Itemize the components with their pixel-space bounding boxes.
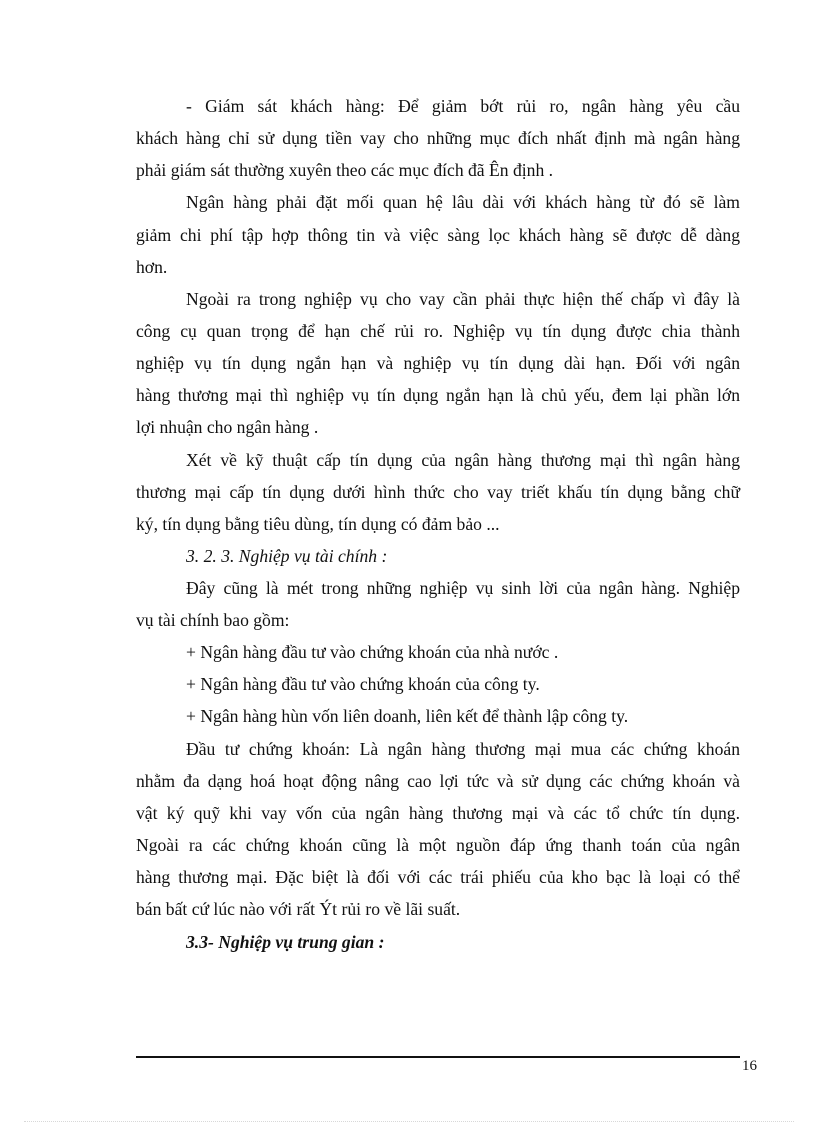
section-heading: 3.3- Nghiệp vụ trung gian : xyxy=(186,932,385,952)
text-line: phải giám sát thường xuyên theo các mục đích đã Ên định . xyxy=(136,160,554,180)
page-edge-divider xyxy=(24,1121,794,1122)
text-line: - Giám sát khách hàng: Để giảm bớt rủi ro, ngân hàng yêu cầu xyxy=(186,96,740,116)
page-number: 16 xyxy=(742,1058,757,1074)
text-line: vụ tài chính bao gồm: xyxy=(136,610,290,630)
text-line: Ngân hàng phải đặt mối quan hệ lâu dài với khách hàng từ đó sẽ làm xyxy=(186,192,740,212)
list-item: + Ngân hàng đầu tư vào chứng khoán của công ty. xyxy=(186,674,540,694)
text-line: Ngoài ra trong nghiệp vụ cho vay cần phải thực hiện thế chấp vì đây là xyxy=(186,289,740,309)
text-line: hàng thương mại. Đặc biệt là đối với các trái phiếu của kho bạc là loại có thể xyxy=(136,867,740,887)
text-line: hơn. xyxy=(136,257,168,277)
text-line: công cụ quan trọng để hạn chế rủi ro. Nghiệp vụ tín dụng được chia thành xyxy=(136,321,740,341)
text-line: Đầu tư chứng khoán: Là ngân hàng thương mại mua các chứng khoán xyxy=(186,739,740,759)
text-line: lợi nhuận cho ngân hàng . xyxy=(136,417,319,437)
text-line: Đây cũng là mét trong những nghiệp vụ sinh lời của ngân hàng. Nghiệp xyxy=(186,578,740,598)
text-line: nhằm đa dạng hoá hoạt động nâng cao lợi tức và sử dụng các chứng khoán và xyxy=(136,771,740,791)
text-line: Ngoài ra các chứng khoán cũng là một nguồn đáp ứng thanh toán của ngân xyxy=(136,835,740,855)
list-item: + Ngân hàng đầu tư vào chứng khoán của nhà nước . xyxy=(186,642,559,662)
list-item: + Ngân hàng hùn vốn liên doanh, liên kết để thành lập công ty. xyxy=(186,706,629,726)
footer-rule xyxy=(136,1056,740,1058)
text-line: nghiệp vụ tín dụng ngắn hạn và nghiệp vụ tín dụng dài hạn. Đối với ngân xyxy=(136,353,740,373)
text-line: ký, tín dụng bằng tiêu dùng, tín dụng có đảm bảo ... xyxy=(136,514,500,534)
text-line: vật ký quỹ khi vay vốn của ngân hàng thương mại và các tổ chức tín dụng. xyxy=(136,803,740,823)
section-heading: 3. 2. 3. Nghiệp vụ tài chính : xyxy=(186,546,388,566)
text-line: hàng thương mại thì nghiệp vụ tín dụng ngắn hạn là chủ yếu, đem lại phần lớn xyxy=(136,385,740,405)
text-line: bán bất cứ lúc nào với rất Ýt rủi ro về lãi suất. xyxy=(136,899,461,919)
text-line: thương mại cấp tín dụng dưới hình thức cho vay triết khấu tín dụng bằng chữ xyxy=(136,482,740,502)
text-line: khách hàng chỉ sử dụng tiền vay cho những mục đích nhất định mà ngân hàng xyxy=(136,128,740,148)
text-line: Xét về kỹ thuật cấp tín dụng của ngân hàng thương mại thì ngân hàng xyxy=(186,450,740,470)
text-line: giảm chi phí tập hợp thông tin và việc sàng lọc khách hàng sẽ được dễ dàng xyxy=(136,225,740,245)
